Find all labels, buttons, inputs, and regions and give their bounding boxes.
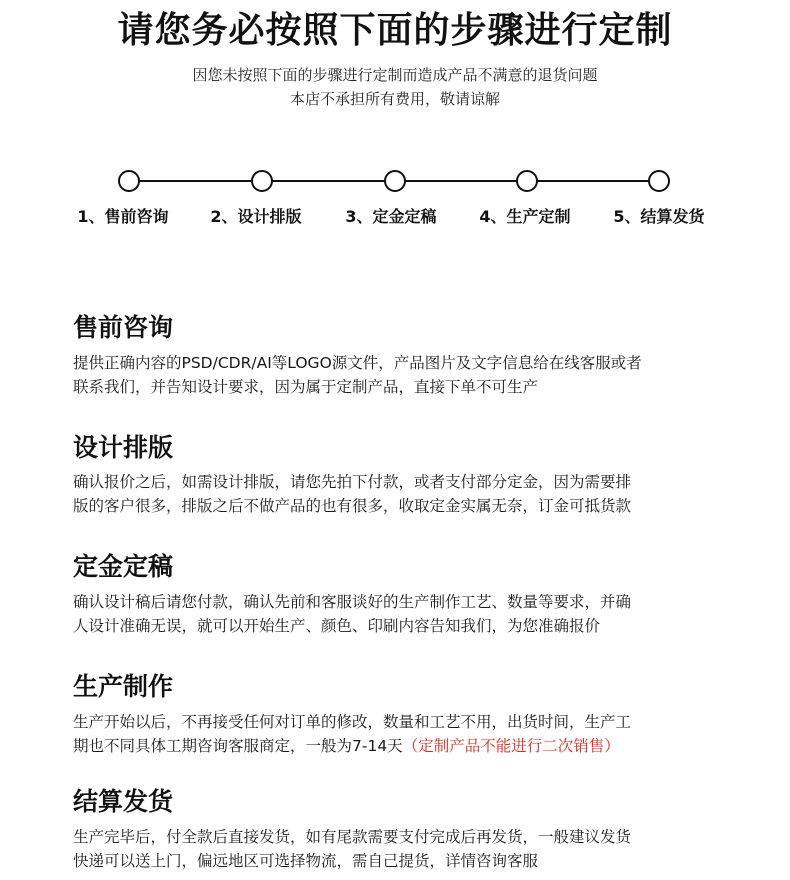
step-5-label: 5、结算发货 — [613, 207, 705, 226]
notice-line-1: 因您未按照下面的步骤进行定制而造成产品不满意的退货问题 — [192, 66, 598, 84]
section-design-body — [73, 470, 733, 518]
step-4-circle-icon — [516, 170, 538, 192]
step-1-label: 1、售前咨询 — [77, 207, 169, 226]
step-2-circle-icon — [251, 170, 273, 192]
section-deposit-title: 定金定稿 — [73, 552, 174, 581]
section-production-line-2 — [73, 734, 733, 758]
section-shipping-line-2: 快递可以送上门，偏远地区可选择物流，需自己提货，详情咨询客服 — [73, 852, 539, 870]
page-title: 请您务必按照下面的步骤进行定制 — [117, 10, 673, 51]
section-production-body — [73, 710, 733, 758]
section-presale-title: 售前咨询 — [73, 313, 174, 342]
step-4-label: 4、生产定制 — [479, 207, 571, 226]
section-presale-body — [73, 351, 733, 399]
section-deposit-body — [73, 590, 733, 638]
section-presale-line-1: 提供正确内容的PSD/CDR/AI等LOGO源文件，产品图片及文字信息给在线客服或者 — [73, 354, 642, 372]
no-resale-warning: （定制产品不能进行二次销售） — [402, 737, 620, 755]
section-deposit-line-2: 人设计准确无误，就可以开始生产、颜色、印刷内容告知我们，为您准确报价 — [73, 617, 601, 635]
section-shipping-title: 结算发货 — [73, 787, 174, 816]
step-3-label: 3、定金定稿 — [345, 207, 437, 226]
section-shipping-body — [73, 825, 733, 873]
step-5-circle-icon — [648, 170, 670, 192]
step-2-label: 2、设计排版 — [210, 207, 302, 226]
section-production-line-1: 生产开始以后，不再接受任何对订单的修改，数量和工艺不用，出货时间，生产工 — [73, 713, 632, 731]
section-design-line-2: 版的客户很多，排版之后不做产品的也有很多，收取定金实属无奈，订金可抵货款 — [73, 497, 632, 515]
section-production-title: 生产制作 — [73, 672, 174, 701]
notice-line-2: 本店不承担所有费用，敬请谅解 — [289, 90, 500, 108]
step-1-circle-icon — [118, 170, 140, 192]
section-production-line-2-text: 期也不同具体工期咨询客服商定，一般为7-14天 — [73, 737, 403, 755]
section-presale-line-2: 联系我们，并告知设计要求，因为属于定制产品，直接下单不可生产 — [73, 378, 539, 396]
step-3-circle-icon — [384, 170, 406, 192]
section-shipping-line-1: 生产完毕后，付全款后直接发货，如有尾款需要支付完成后再发货，一般建议发货 — [73, 828, 632, 846]
section-deposit-line-1: 确认设计稿后请您付款，确认先前和客服谈好的生产制作工艺、数量等要求，并确 — [73, 593, 632, 611]
section-design-title: 设计排版 — [73, 433, 174, 462]
section-design-line-1: 确认报价之后，如需设计排版，请您先拍下付款，或者支付部分定金，因为需要排 — [73, 473, 632, 491]
